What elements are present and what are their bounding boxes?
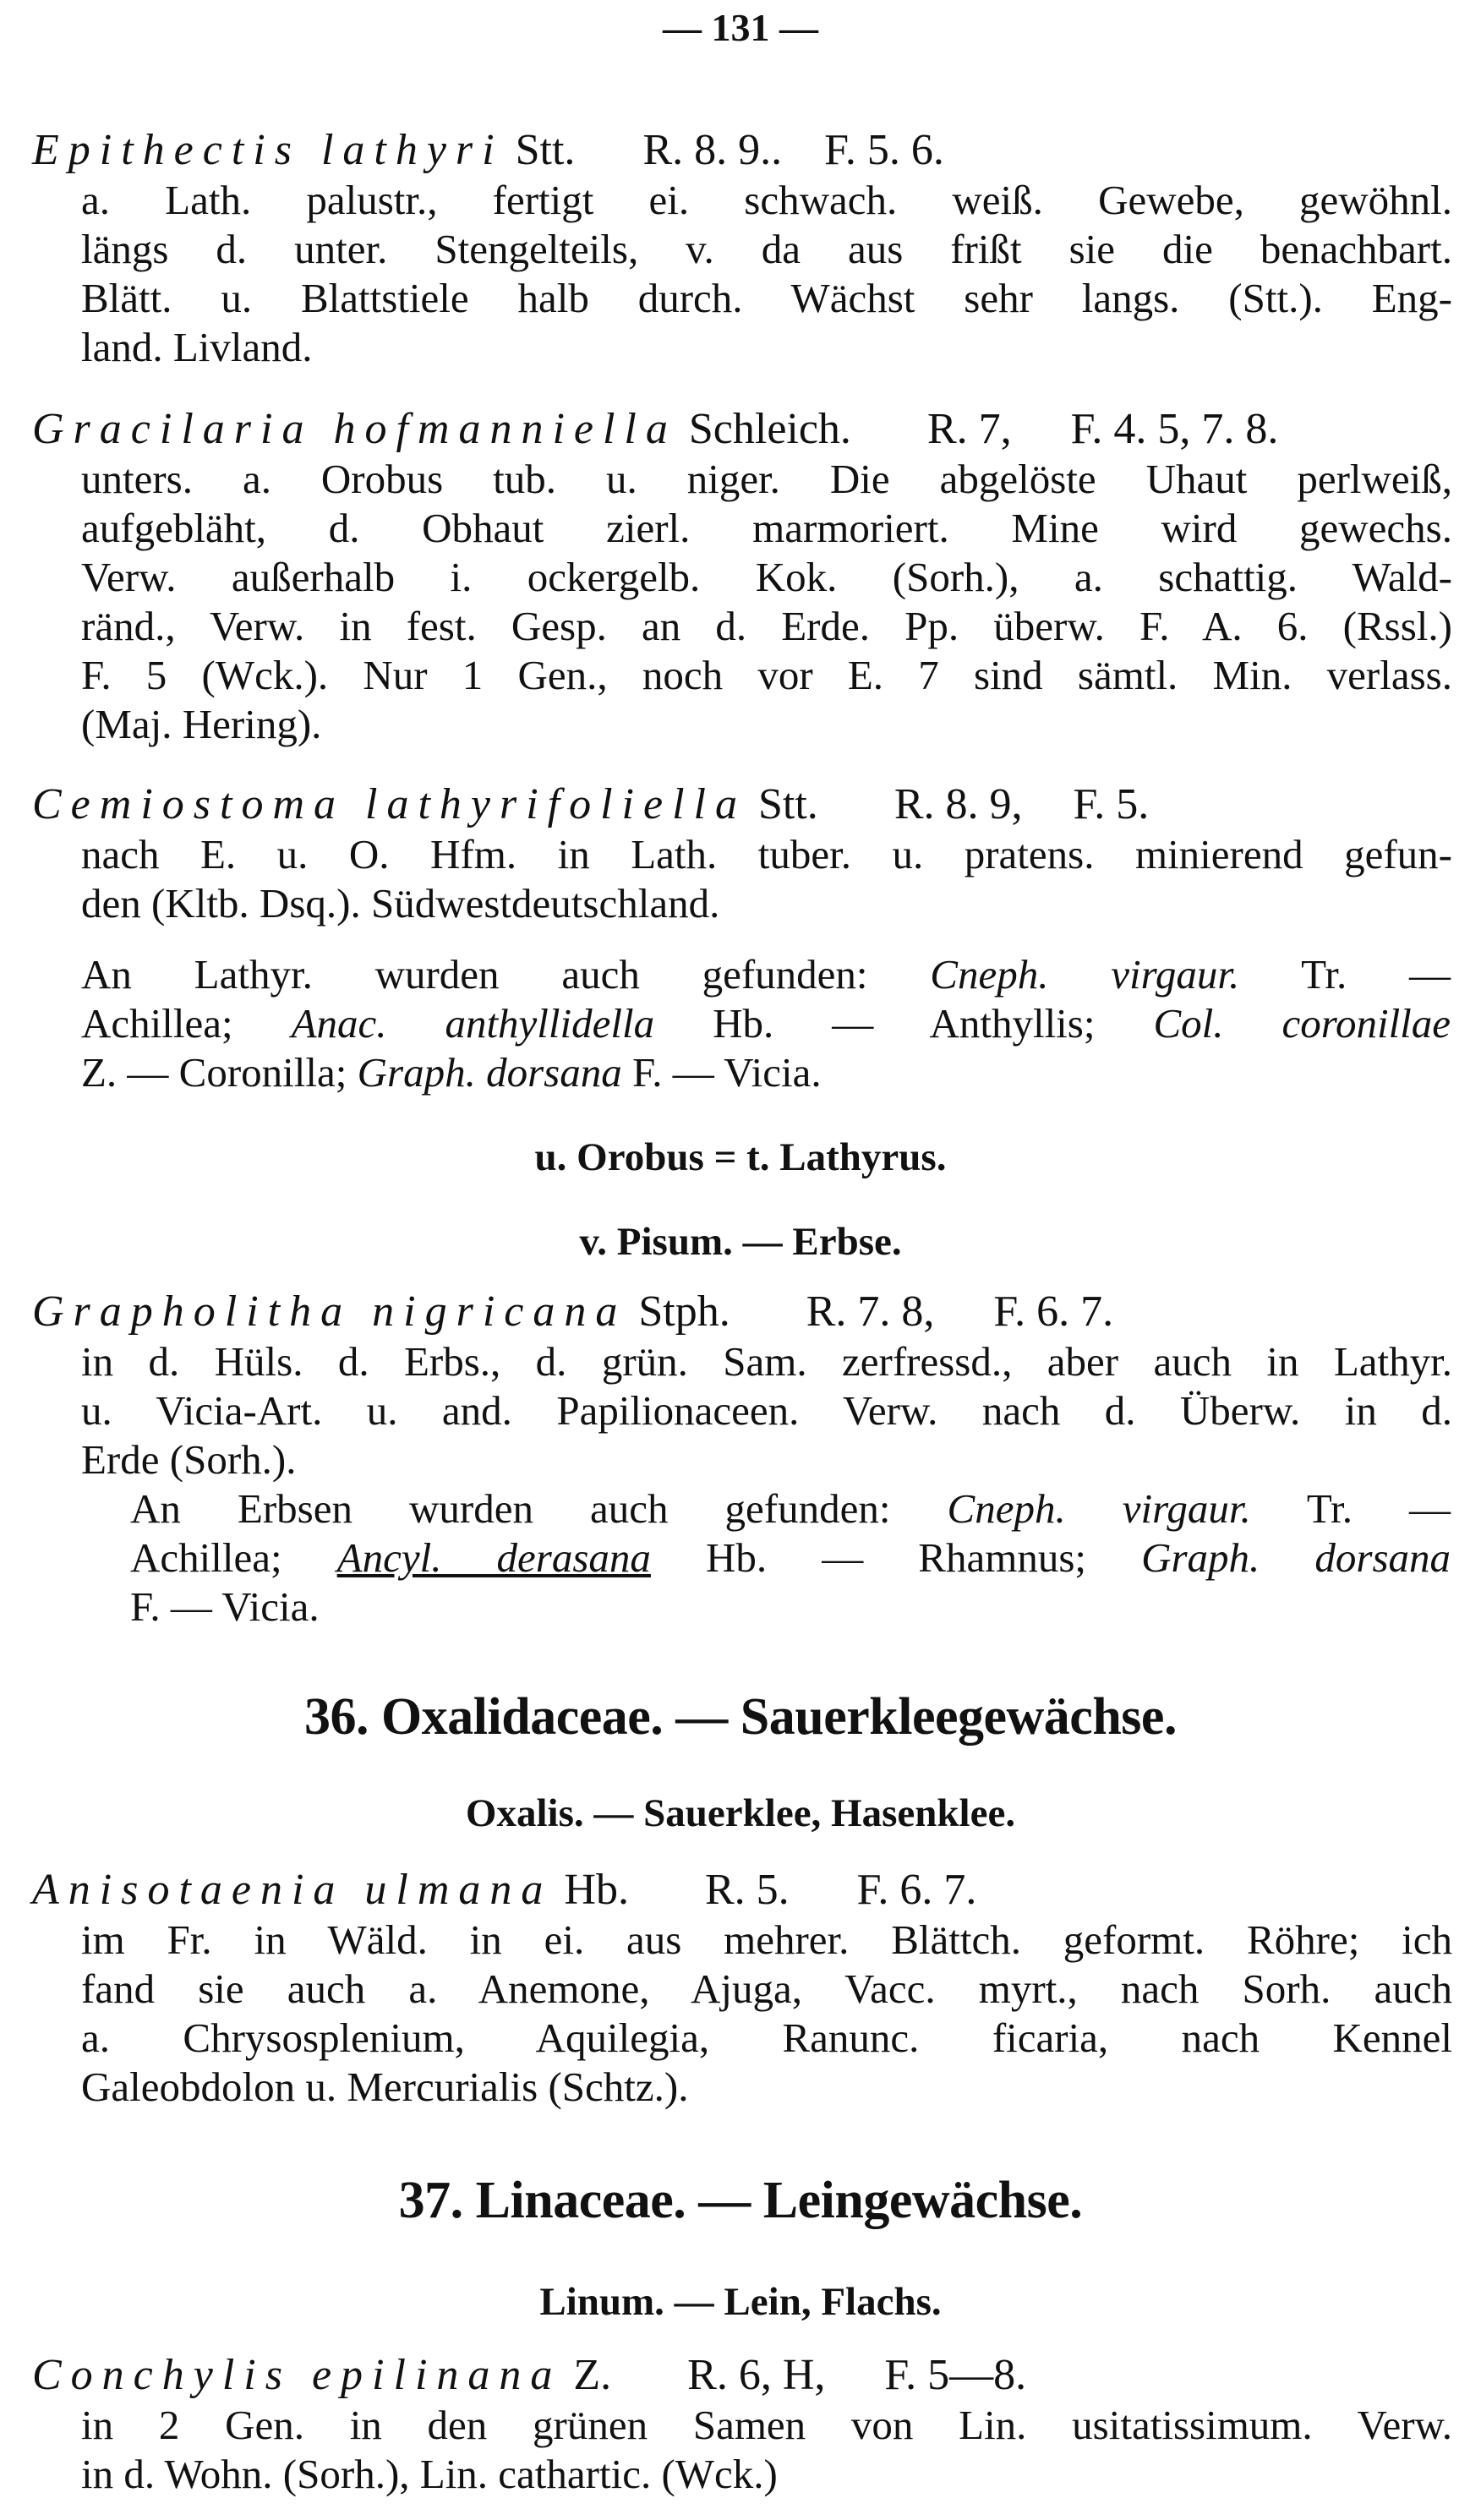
note-text: Hb. — Rhamnus; xyxy=(706,1534,1087,1581)
entry-body xyxy=(32,1916,1452,2112)
note-line xyxy=(81,1048,1451,1097)
note-species: Ancyl. derasana xyxy=(336,1534,651,1581)
entry-heading xyxy=(32,1865,1452,1916)
body-line: unters. a. Orobus tub. u. niger. Die abgelöste Uhaut perlweiß, xyxy=(81,456,1452,502)
entry-heading xyxy=(32,2350,1452,2401)
note-text: An Erbsen wurden auch gefunden: xyxy=(130,1485,891,1532)
note-text: An Lathyr. wurden auch gefunden: xyxy=(81,951,868,998)
note-species: Col. coronillae xyxy=(1153,1000,1451,1047)
species-entry-gracilaria xyxy=(32,404,1452,749)
larva-months: R. 8. 9, xyxy=(894,780,1023,828)
body-line: Erde (Sorh.). xyxy=(81,1436,297,1483)
lathyrus-note xyxy=(81,950,1451,1097)
species-entry-anisotaenia xyxy=(32,1865,1452,2112)
note-line xyxy=(81,950,1451,999)
species-author: Z. xyxy=(573,2351,612,2399)
family-heading-oxalidaceae: 36. Oxalidaceae. — Sauerkleegewächse. xyxy=(304,1688,1177,1746)
body-line: (Maj. Hering). xyxy=(81,701,322,747)
larva-months: R. 8. 9.. xyxy=(642,126,783,174)
note-line xyxy=(130,1533,1451,1583)
note-line xyxy=(81,999,1451,1048)
note-species: Graph. dorsana xyxy=(1141,1534,1451,1581)
body-line: land. Livland. xyxy=(81,324,313,370)
note-text: Tr. — xyxy=(1301,951,1451,998)
entry-body xyxy=(32,830,1452,928)
moth-months: F. 4. 5, 7. 8. xyxy=(1070,405,1279,453)
erbsen-note xyxy=(130,1484,1451,1632)
body-line: in d. Wohn. (Sorh.), Lin. cathartic. (Wck.) xyxy=(81,2451,778,2497)
note-text: Z. — Coronilla; xyxy=(81,1049,347,1096)
note-text: Achillea; xyxy=(81,1000,233,1047)
entry-body xyxy=(32,2401,1452,2499)
body-line: den (Kltb. Dsq.). Südwestdeutschland. xyxy=(81,880,720,927)
note-text: F. — Vicia. xyxy=(631,1049,822,1096)
species-entry-grapholitha xyxy=(32,1287,1452,1484)
body-line: im Fr. in Wäld. in ei. aus mehrer. Blättch. geformt. Röhre; ich xyxy=(81,1916,1452,1963)
species-name: Epithectis lathyri xyxy=(32,126,504,174)
body-line: Verw. außerhalb i. ockergelb. Kok. (Sorh.), a. schattig. Wald- xyxy=(81,554,1452,600)
entry-body xyxy=(32,455,1452,749)
body-line: Blätt. u. Blattstiele halb durch. Wächst sehr langs. (Stt.). Eng- xyxy=(81,275,1452,321)
note-species: Cneph. virgaur. xyxy=(947,1485,1251,1532)
family-heading-linaceae: 37. Linaceae. — Leingewächse. xyxy=(398,2172,1083,2229)
species-author: Hb. xyxy=(564,1866,629,1914)
larva-months: R. 7, xyxy=(926,405,1012,453)
body-line: aufgebläht, d. Obhaut zierl. marmoriert. Mine wird gewechs. xyxy=(81,505,1452,551)
genus-heading-pisum: v. Pisum. — Erbse. xyxy=(579,1220,902,1264)
note-species: Cneph. virgaur. xyxy=(930,951,1240,998)
body-line: nach E. u. O. Hfm. in Lath. tuber. u. pratens. minierend gefun- xyxy=(81,831,1452,877)
body-line: in d. Hüls. d. Erbs., d. grün. Sam. zerfressd., aber auch in Lathyr. xyxy=(81,1338,1452,1385)
entry-heading xyxy=(32,779,1452,830)
note-line: F. — Vicia. xyxy=(130,1583,320,1630)
body-line: a. Lath. palustr., fertigt ei. schwach. weiß. Gewebe, gewöhnl. xyxy=(81,177,1452,223)
species-author: Stt. xyxy=(515,126,576,174)
moth-months: F. 6. 7. xyxy=(856,1866,977,1914)
species-author: Stph. xyxy=(638,1287,730,1336)
body-line: u. Vicia-Art. u. and. Papilionaceen. Verw. nach d. Überw. in d. xyxy=(81,1387,1452,1434)
species-name: Cemiostoma lathyrifoliella xyxy=(32,780,746,828)
larva-months: R. 5. xyxy=(704,1866,790,1914)
entry-body xyxy=(32,176,1452,372)
body-line: F. 5 (Wck.). Nur 1 Gen., noch vor E. 7 sind sämtl. Min. verlass. xyxy=(81,652,1452,698)
genus-heading-linum: Linum. — Lein, Flachs. xyxy=(539,2280,942,2324)
species-entry-cemiostoma xyxy=(32,779,1452,928)
species-name: Conchylis epilinana xyxy=(32,2351,562,2399)
body-line: Galeobdolon u. Mercurialis (Schtz.). xyxy=(81,2064,689,2110)
entry-heading xyxy=(32,404,1452,455)
body-line: längs d. unter. Stengelteils, v. da aus frißt sie die benachbart. xyxy=(81,226,1452,272)
genus-heading-orobus: u. Orobus = t. Lathyrus. xyxy=(534,1135,947,1179)
entry-heading xyxy=(32,1287,1452,1337)
note-species: Anac. anthyllidella xyxy=(291,1000,655,1047)
moth-months: F. 5—8. xyxy=(884,2351,1027,2399)
body-line: fand sie auch a. Anemone, Ajuga, Vacc. myrt., nach Sorh. auch xyxy=(81,1965,1452,2012)
note-text: Hb. — Anthyllis; xyxy=(713,1000,1096,1047)
entry-body xyxy=(32,1337,1452,1484)
note-text: Tr. — xyxy=(1306,1485,1451,1532)
species-entry-conchylis xyxy=(32,2350,1452,2499)
entry-heading xyxy=(32,125,1452,176)
genus-heading-oxalis: Oxalis. — Sauerklee, Hasenklee. xyxy=(465,1791,1016,1835)
species-name: Grapholitha nigricana xyxy=(32,1287,627,1336)
species-name: Anisotaenia ulmana xyxy=(32,1866,553,1914)
larva-months: R. 7. 8, xyxy=(806,1287,935,1336)
larva-months: R. 6, H, xyxy=(687,2351,826,2399)
note-line xyxy=(130,1484,1451,1533)
moth-months: F. 5. xyxy=(1073,780,1150,828)
page-number: — 131 — xyxy=(663,6,818,49)
moth-months: F. 6. 7. xyxy=(993,1287,1114,1336)
species-author: Stt. xyxy=(757,780,818,828)
species-author: Schleich. xyxy=(688,405,851,453)
note-text: Achillea; xyxy=(130,1534,282,1581)
note-species: Graph. dorsana xyxy=(357,1049,622,1096)
body-line: a. Chrysosplenium, Aquilegia, Ranunc. ficaria, nach Kennel xyxy=(81,2014,1452,2061)
body-line: in 2 Gen. in den grünen Samen von Lin. usitatissimum. Verw. xyxy=(81,2402,1452,2448)
moth-months: F. 5. 6. xyxy=(824,126,944,174)
species-name: Gracilaria hofmanniella xyxy=(32,405,677,453)
species-entry-epithectis xyxy=(32,125,1452,372)
body-line: ränd., Verw. in fest. Gesp. an d. Erde. Pp. überw. F. A. 6. (Rssl.) xyxy=(81,603,1452,649)
